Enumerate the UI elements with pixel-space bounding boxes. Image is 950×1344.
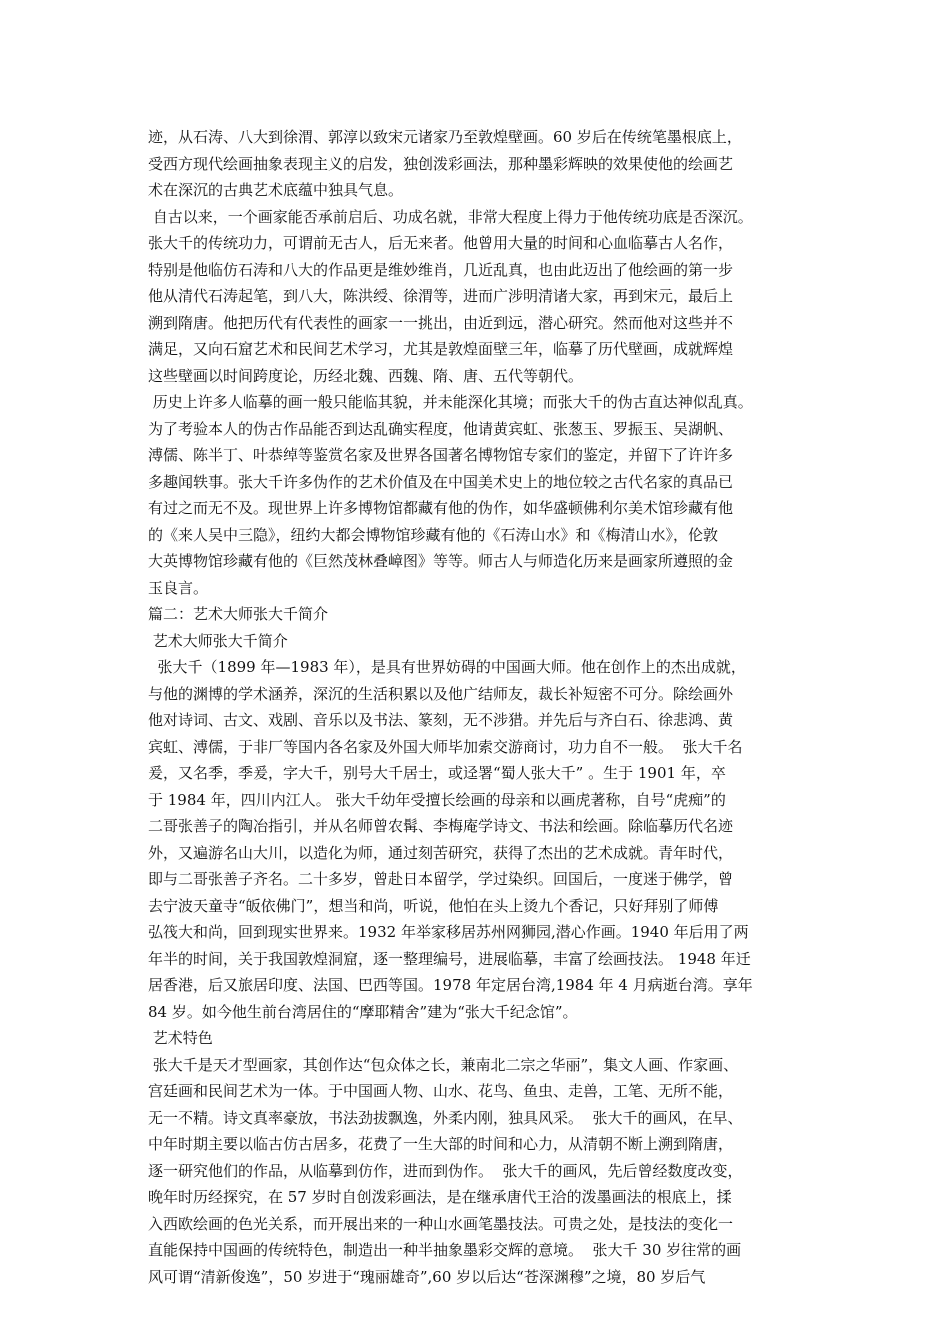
- text-line: 逐一研究他们的作品，从临摹到仿作，进而到伪作。 张大千的画风，先后曾经数度改变，: [148, 1161, 743, 1180]
- text-line: 受西方现代绘画抽象表现主义的启发，独创泼彩画法，那种墨彩辉映的效果使他的绘画艺: [148, 154, 734, 173]
- text-line: 弘筏大和尚，回到现实世界来。1932 年举家移居苏州网狮园,潜心作画。1940 年后用了两: [148, 923, 749, 941]
- text-line: 宾虹、溥儒，于非厂等国内各名家及外国大师毕加索交游商讨，功力自不一般。 张大千名: [148, 737, 743, 756]
- text-line: 这些壁画以时间跨度论，历经北魏、西魏、隋、唐、五代等朝代。: [148, 366, 584, 385]
- text-line: 溥儒、陈半丁、叶恭绰等鉴赏名家及世界各国著名博物馆专家们的鉴定，并留下了许许多: [148, 446, 734, 464]
- text-line: 特别是他临仿石涛和八大的作品更是维妙维肖，几近乱真，也由此迈出了他绘画的第一步: [148, 260, 734, 279]
- text-line: 入西欧绘画的色光关系，而开展出来的一种山水画笔墨技法。可贵之处，是技法的变化一: [148, 1214, 734, 1233]
- text-line: 与他的渊博的学术涵养，深沉的生活积累以及他广结师友，裁长补短密不可分。除绘画外: [148, 684, 734, 703]
- text-line: 张大千（1899 年—1983 年），是具有世界妨碍的中国画大师。他在创作上的杰出成就，: [148, 658, 746, 676]
- text-line: 无一不精。诗文真率豪放，书法劲拔飘逸，外柔内刚，独具风采。 张大千的画风，在早、: [148, 1108, 743, 1127]
- text-line: 去宁波天童寺“皈依佛门”，想当和尚，听说，他怕在头上烫九个香记，只好拜别了师傅: [148, 896, 719, 915]
- text-line: 自古以来，一个画家能否承前启后、功成名就，非常大程度上得力于他传统功底是否深沉。: [148, 207, 753, 226]
- text-line: 的《来人吴中三隐》，纽约大都会博物馆珍藏有他的《石涛山水》和《梅清山水》，伦敦: [148, 525, 719, 544]
- text-line: 张大千的传统功力，可谓前无古人，后无来者。他曾用大量的时间和心血临摹古人名作，: [148, 234, 734, 252]
- text-line: 年半的时间，关于我国敦煌洞窟，逐一整理编号，进展临摹，丰富了绘画技法。 1948 年迁: [148, 949, 751, 968]
- text-line: 溯到隋唐。他把历代有代表性的画家一一挑出，由近到远，潜心研究。然而他对这些并不: [148, 313, 734, 332]
- text-line: 爰，又名季，季爰，字大千，别号大千居士，或迳署“蜀人张大千” 。生于 1901 年，卒: [148, 764, 726, 782]
- text-line: 有过之而无不及。现世界上许多博物馆都藏有他的伪作，如华盛顿佛利尔美术馆珍藏有他: [148, 499, 734, 517]
- text-line: 满足，又向石窟艺术和民间艺术学习，尤其是敦煌面壁三年，临摹了历代壁画，成就辉煌: [148, 340, 734, 358]
- text-line: 大英博物馆珍藏有他的《巨然茂林叠嶂图》等等。师古人与师造化历来是画家所遵照的金: [148, 552, 734, 570]
- text-line: 风可谓“清新俊逸”，50 岁进于“瑰丽雄奇”,60 岁以后达“苍深渊穆”之境，80 岁后气: [148, 1267, 706, 1286]
- text-line: 迹，从石涛、八大到徐渭、郭淳以致宋元诸家乃至敦煌壁画。60 岁后在传统笔墨根底上，: [148, 128, 742, 146]
- text-line: 张大千是天才型画家，其创作达“包众体之长，兼南北二宗之华丽”，集文人画、作家画、: [148, 1055, 739, 1074]
- text-line: 术在深沉的古典艺术底蕴中独具气息。: [148, 181, 404, 199]
- text-line: 多趣闻轶事。张大千许多伪作的艺术价值及在中国美术史上的地位较之古代名家的真品已: [148, 472, 734, 491]
- text-line: 中年时期主要以临古仿古居多，花费了一生大部的时间和心力，从清朝不断上溯到隋唐，: [148, 1135, 734, 1153]
- text-line: 直能保持中国画的传统特色，制造出一种半抽象墨彩交辉的意境。 张大千 30 岁往常的画: [148, 1241, 742, 1259]
- text-line: 外，又遍游名山大川，以造化为师，通过刻苦研究，获得了杰出的艺术成就。青年时代，: [148, 843, 734, 862]
- text-line: 晚年时历经探究，在 57 岁时自创泼彩画法，是在继承唐代王洽的泼墨画法的根底上，揉: [148, 1188, 732, 1206]
- text-line: 为了考验本人的伪古作品能否到达乱确实程度，他请黄宾虹、张葱玉、罗振玉、吴湖帆、: [148, 419, 734, 438]
- text-line: 于 1984 年，四川内江人。 张大千幼年受擅长绘画的母亲和以画虎著称，自号“虎痴”的: [148, 790, 726, 809]
- document-body: [148, 124, 812, 1290]
- text-line: 篇二：艺术大师张大千简介: [148, 605, 329, 623]
- text-line: 艺术特色: [148, 1029, 213, 1047]
- text-line: 艺术大师张大千简介: [148, 631, 288, 650]
- text-line: 他对诗词、古文、戏剧、音乐以及书法、篆刻，无不涉猎。并先后与齐白石、徐悲鸿、黄: [148, 711, 734, 729]
- text-line: 宫廷画和民间艺术为一体。于中国画人物、山水、花鸟、鱼虫、走兽，工笔、无所不能，: [148, 1082, 734, 1100]
- text-line: 二哥张善子的陶冶指引，并从名师曾农髯、李梅庵学诗文、书法和绘画。除临摹历代名迹: [148, 817, 734, 835]
- text-line: 84 岁。如今他生前台湾居住的“摩耶精舍”建为“张大千纪念馆”。: [148, 1002, 578, 1021]
- text-line: 历史上许多人临摹的画一般只能临其貌，并未能深化其境；而张大千的伪古直达神似乱真。: [148, 393, 753, 411]
- text-line: 居香港，后又旅居印度、法国、巴西等国。1978 年定居台湾,1984 年 4 月病逝台湾。享年: [148, 976, 753, 994]
- text-line: 玉良言。: [148, 578, 209, 597]
- text-line: 即与二哥张善子齐名。二十多岁，曾赴日本留学，学过染织。回国后，一度迷于佛学，曾: [148, 870, 734, 888]
- text-line: 他从清代石涛起笔，到八大，陈洪绶、徐渭等，进而广涉明清诸大家，再到宋元，最后上: [148, 287, 734, 305]
